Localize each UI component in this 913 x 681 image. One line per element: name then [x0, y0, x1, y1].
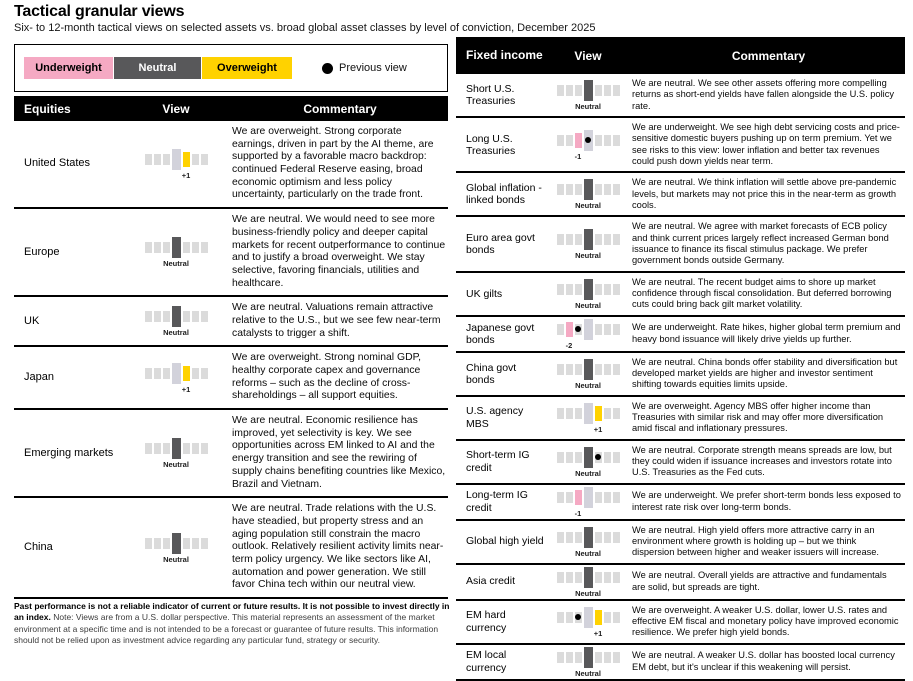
- view-level-label: Neutral: [575, 548, 601, 558]
- commentary-text: We are neutral. We would need to see more business-friendly policy and deeper capital markets for recent outperformance to continue and to justify a broad overweight. We stay selective, favoring financials, utilities and healthcare.: [232, 214, 446, 289]
- conviction-slot: [584, 607, 593, 628]
- conviction-slot: [201, 311, 208, 322]
- conviction-slot: [163, 311, 170, 322]
- conviction-slot: [613, 492, 620, 503]
- legend-previous-view: [322, 62, 407, 74]
- conviction-slot: [604, 284, 611, 295]
- disclaimer-bold-text: Past performance is not a reliable indicator of current or future results. It is not possible to invest directly in an index.: [14, 601, 450, 623]
- conviction-scale: [557, 179, 620, 211]
- conviction-slot: [604, 85, 611, 96]
- conviction-slot: [154, 368, 161, 379]
- asset-name: Global inflation - linked bonds: [466, 182, 542, 207]
- commentary-text: We are neutral. Overall yields are attractive and fundamentals are solid, but spreads are tight.: [632, 570, 887, 592]
- conviction-slot: [575, 234, 582, 245]
- previous-view-dot-icon: [322, 63, 333, 74]
- conviction-slot: [557, 612, 564, 623]
- table-row: [456, 397, 905, 441]
- view-level-label: Neutral: [575, 468, 601, 478]
- conviction-slot: [613, 532, 620, 543]
- commentary-text: We are underweight. We see high debt servicing costs and price-sensitive domestic buyers pushing up on term premium. Yet we see risks to this view: lower inflation and better tax revenues could push down yields near term.: [632, 121, 900, 166]
- view-indicator: [544, 319, 632, 349]
- view-level-label: Neutral: [575, 250, 601, 260]
- fixed-income-rows: [456, 74, 905, 681]
- conviction-slot: [613, 452, 620, 463]
- view-level-label: +1: [593, 628, 603, 638]
- asset-name: EM local currency: [466, 649, 507, 674]
- table-row: [14, 297, 448, 347]
- equities-rows: [14, 121, 448, 599]
- asset-name: Japan: [24, 371, 54, 384]
- conviction-slot: [613, 572, 620, 583]
- conviction-slot: [201, 242, 208, 253]
- table-row: [456, 217, 905, 272]
- conviction-slot: [557, 364, 564, 375]
- conviction-slot: [145, 242, 152, 253]
- table-row: [456, 521, 905, 565]
- conviction-slot: [595, 492, 602, 503]
- commentary-text: We are neutral. A weaker U.S. dollar has boosted local currency EM debt, but it's unclear if this weakening will persist.: [632, 650, 895, 672]
- conviction-slot: [595, 452, 602, 463]
- view-indicator: [120, 533, 232, 563]
- conviction-slot: [584, 527, 593, 548]
- conviction-slot: [192, 538, 199, 549]
- table-row: [456, 353, 905, 397]
- fixed-income-panel: [456, 37, 905, 681]
- previous-view-dot: [575, 326, 581, 332]
- table-row: [456, 317, 905, 353]
- column-header-commentary: Commentary: [303, 101, 377, 116]
- conviction-slot: [604, 408, 611, 419]
- conviction-slot: [604, 324, 611, 335]
- conviction-slot: [183, 366, 190, 381]
- conviction-scale: [145, 306, 208, 338]
- conviction-slot: [201, 368, 208, 379]
- conviction-slot: [172, 363, 181, 384]
- conviction-slot: [172, 533, 181, 554]
- conviction-scale: [557, 130, 620, 161]
- conviction-slot: [145, 368, 152, 379]
- view-level-label: +1: [181, 384, 191, 394]
- table-row: [14, 209, 448, 297]
- conviction-slot: [575, 490, 582, 505]
- view-indicator: [544, 403, 632, 433]
- conviction-slot: [575, 652, 582, 663]
- view-level-label: Neutral: [163, 328, 189, 338]
- conviction-slot: [557, 135, 564, 146]
- disclaimer-footer: [14, 601, 457, 647]
- conviction-slot: [154, 311, 161, 322]
- commentary-text: We are neutral. We think inflation will settle above pre-pandemic levels, but markets may not price this in the near-term as growth cools.: [632, 177, 897, 210]
- asset-name: United States: [24, 157, 91, 170]
- disclaimer-note-text: Note: Views are from a U.S. dollar perspective. This material represents an assessment of the market environment at a specific time and is not intended to be a forecast or guarantee of future results. This information should not be relied upon as investment advice regarding any particular fund, strategy or security.: [14, 612, 439, 646]
- view-level-label: Neutral: [163, 554, 189, 564]
- conviction-slot: [584, 279, 593, 300]
- conviction-slot: [575, 572, 582, 583]
- commentary-text: We are underweight. Rate hikes, higher global term premium and heavy bond issuance will likely drive yields up further.: [632, 322, 901, 344]
- view-indicator: [544, 447, 632, 477]
- conviction-slot: [192, 443, 199, 454]
- conviction-slot: [604, 184, 611, 195]
- conviction-slot: [183, 152, 190, 167]
- commentary-text: We are overweight. Agency MBS offer higher income than Treasuries with similar risk and may offer more diversification amid fiscal and inflationary pressures.: [632, 400, 884, 434]
- view-level-label: -2: [565, 340, 573, 350]
- conviction-slot: [183, 538, 190, 549]
- asset-name: China govt bonds: [466, 361, 517, 386]
- view-indicator: [120, 306, 232, 336]
- conviction-slot: [575, 364, 582, 375]
- view-level-label: +1: [181, 171, 191, 181]
- conviction-slot: [613, 284, 620, 295]
- conviction-slot: [566, 532, 573, 543]
- view-level-label: Neutral: [575, 300, 601, 310]
- conviction-slot: [192, 154, 199, 165]
- view-indicator: [120, 363, 232, 393]
- view-level-label: Neutral: [575, 201, 601, 211]
- conviction-slot: [566, 572, 573, 583]
- conviction-scale: [145, 533, 208, 564]
- conviction-slot: [557, 85, 564, 96]
- conviction-slot: [595, 85, 602, 96]
- view-indicator: [544, 567, 632, 597]
- equities-panel: [14, 44, 448, 599]
- view-level-label: Neutral: [163, 460, 189, 470]
- conviction-slot: [183, 443, 190, 454]
- table-row: [14, 498, 448, 599]
- conviction-slot: [154, 538, 161, 549]
- conviction-slot: [557, 408, 564, 419]
- conviction-slot: [584, 567, 593, 588]
- view-indicator: [120, 237, 232, 267]
- view-indicator: [544, 527, 632, 557]
- conviction-slot: [604, 572, 611, 583]
- conviction-slot: [183, 242, 190, 253]
- table-row: [14, 121, 448, 209]
- conviction-slot: [557, 324, 564, 335]
- conviction-slot: [613, 184, 620, 195]
- conviction-slot: [201, 443, 208, 454]
- conviction-slot: [613, 652, 620, 663]
- column-header-equities: Equities: [24, 101, 71, 116]
- commentary-text: We are neutral. Corporate strength means spreads are low, but they could widen if issuance increases and investors rotate into U.S. Treasuries as the Fed cuts.: [632, 444, 892, 478]
- conviction-slot: [154, 154, 161, 165]
- table-row: [456, 118, 905, 173]
- view-indicator: [544, 229, 632, 259]
- conviction-slot: [604, 364, 611, 375]
- view-level-label: Neutral: [163, 259, 189, 269]
- conviction-slot: [557, 184, 564, 195]
- conviction-scale: [557, 447, 620, 478]
- conviction-slot: [566, 322, 573, 337]
- conviction-slot: [163, 443, 170, 454]
- conviction-slot: [192, 242, 199, 253]
- table-row: [456, 441, 905, 485]
- conviction-slot: [584, 319, 593, 340]
- conviction-slot: [201, 154, 208, 165]
- commentary-text: We are overweight. Strong nominal GDP, healthy corporate capex and governance reforms – such as the decline of cross-shareholdings – all support equities.: [232, 352, 422, 402]
- conviction-slot: [584, 403, 593, 424]
- conviction-slot: [595, 284, 602, 295]
- conviction-slot: [575, 85, 582, 96]
- conviction-slot: [163, 538, 170, 549]
- conviction-slot: [604, 532, 611, 543]
- conviction-slot: [584, 179, 593, 200]
- commentary-text: We are overweight. A weaker U.S. dollar, lower U.S. rates and effective EM fiscal and monetary policy have improved economic resilience. We prefer high yield bonds.: [632, 604, 899, 638]
- conviction-slot: [557, 572, 564, 583]
- conviction-slot: [584, 647, 593, 668]
- conviction-slot: [566, 284, 573, 295]
- conviction-scale: [557, 403, 620, 434]
- conviction-slot: [163, 242, 170, 253]
- conviction-slot: [566, 408, 573, 419]
- fixed-income-table-header: [456, 37, 905, 74]
- conviction-scale: [557, 607, 620, 638]
- conviction-slot: [595, 234, 602, 245]
- conviction-slot: [172, 306, 181, 327]
- conviction-slot: [595, 532, 602, 543]
- view-level-label: -1: [574, 151, 582, 161]
- conviction-slot: [163, 368, 170, 379]
- conviction-slot: [604, 135, 611, 146]
- conviction-slot: [145, 154, 152, 165]
- conviction-scale: [557, 319, 620, 350]
- conviction-slot: [584, 80, 593, 101]
- commentary-text: We are neutral. High yield offers more attractive carry in an environment where growth is holding up – but we think dispersion between higher and weaker issuers will increase.: [632, 524, 880, 558]
- commentary-text: We are neutral. Valuations remain attractive relative to the U.S., but we see few near-term catalysts to trigger a shift.: [232, 302, 441, 339]
- asset-name: Long U.S. Treasuries: [466, 132, 516, 157]
- asset-name: UK: [24, 314, 40, 327]
- view-indicator: [544, 179, 632, 209]
- conviction-slot: [154, 242, 161, 253]
- table-row: [456, 601, 905, 645]
- conviction-slot: [192, 311, 199, 322]
- previous-view-dot: [595, 454, 601, 460]
- page-title: Tactical granular views: [14, 3, 185, 20]
- conviction-slot: [566, 452, 573, 463]
- conviction-slot: [557, 284, 564, 295]
- conviction-slot: [584, 487, 593, 508]
- asset-name: Long-term IG credit: [466, 489, 528, 514]
- table-row: [456, 273, 905, 317]
- previous-view-label: Previous view: [339, 62, 407, 74]
- view-indicator: [120, 149, 232, 179]
- commentary-text: We are neutral. The recent budget aims to shore up market confidence through fiscal consolidation. But deferred borrowing cuts could bring back gilt market volatility.: [632, 276, 892, 310]
- conviction-slot: [183, 311, 190, 322]
- view-level-label: -1: [574, 508, 582, 518]
- conviction-slot: [595, 184, 602, 195]
- conviction-slot: [613, 364, 620, 375]
- table-row: [14, 410, 448, 498]
- column-header-fixed-income: Fixed income: [466, 47, 543, 62]
- conviction-slot: [566, 652, 573, 663]
- conviction-scale: [145, 438, 208, 470]
- conviction-slot: [584, 447, 593, 468]
- conviction-slot: [613, 85, 620, 96]
- conviction-slot: [575, 324, 582, 335]
- view-indicator: [544, 80, 632, 110]
- asset-name: Japanese govt bonds: [466, 321, 535, 346]
- commentary-text: We are neutral. Trade relations with the U.S. have steadied, but property stress and an aging population still constrain the macro outlook. Relatively resilient activity limits near-term policy urgency. We like sectors like AI, automation and power generation. We still favor China tech within our neutral view.: [232, 503, 444, 591]
- view-indicator: [544, 487, 632, 517]
- conviction-slot: [201, 538, 208, 549]
- asset-name: Euro area govt bonds: [466, 231, 535, 256]
- asset-name: Short U.S. Treasuries: [466, 82, 516, 107]
- asset-name: China: [24, 541, 53, 553]
- conviction-slot: [557, 492, 564, 503]
- conviction-slot: [595, 406, 602, 421]
- legend-neutral: Neutral: [114, 57, 201, 79]
- conviction-slot: [172, 438, 181, 459]
- conviction-slot: [566, 612, 573, 623]
- conviction-slot: [595, 364, 602, 375]
- view-level-label: Neutral: [575, 101, 601, 111]
- conviction-slot: [604, 234, 611, 245]
- conviction-slot: [575, 284, 582, 295]
- conviction-slot: [595, 652, 602, 663]
- conviction-slot: [604, 652, 611, 663]
- view-level-label: +1: [593, 424, 603, 434]
- conviction-slot: [566, 492, 573, 503]
- commentary-text: We are neutral. China bonds offer stability and diversification but developed market yields are higher and investor sentiment shifting towards equities limits upside.: [632, 356, 898, 390]
- conviction-slot: [566, 184, 573, 195]
- asset-name: UK gilts: [466, 287, 503, 300]
- conviction-slot: [566, 364, 573, 375]
- conviction-slot: [613, 408, 620, 419]
- commentary-text: We are neutral. Economic resilience has improved, yet selectivity is key. We see opportunities across EM linked to AI and the energy transition and see the rewiring of supply chains benefiting countries like Mexico, Brazil and Vietnam.: [232, 415, 446, 490]
- conviction-scale: [557, 229, 620, 260]
- commentary-text: We are neutral. We agree with market forecasts of ECB policy and think current prices largely reflect increased German bond issuance to finance its fiscal stimulus package. We prefer government bonds outside Germany.: [632, 221, 889, 266]
- conviction-scale: [557, 527, 620, 558]
- view-indicator: [544, 130, 632, 160]
- commentary-text: We are neutral. We see other assets offering more compelling returns as short-end yields have fallen alongside the U.S. policy rate.: [632, 78, 895, 111]
- view-level-label: Neutral: [575, 668, 601, 678]
- conviction-slot: [145, 538, 152, 549]
- table-row: [456, 74, 905, 118]
- conviction-slot: [604, 452, 611, 463]
- conviction-slot: [575, 408, 582, 419]
- conviction-slot: [584, 130, 593, 151]
- conviction-scale: [145, 237, 208, 269]
- conviction-slot: [566, 234, 573, 245]
- column-header-commentary: Commentary: [731, 48, 806, 63]
- conviction-slot: [192, 368, 199, 379]
- conviction-slot: [595, 135, 602, 146]
- conviction-slot: [595, 610, 602, 625]
- conviction-slot: [575, 452, 582, 463]
- legend-underweight: Underweight: [24, 57, 113, 79]
- conviction-slot: [613, 324, 620, 335]
- conviction-slot: [154, 443, 161, 454]
- conviction-slot: [172, 149, 181, 170]
- conviction-slot: [575, 612, 582, 623]
- conviction-scale: [557, 487, 620, 518]
- asset-name: Asia credit: [466, 575, 516, 588]
- table-row: [14, 347, 448, 410]
- previous-view-dot: [585, 137, 591, 143]
- conviction-scale: [145, 363, 208, 394]
- commentary-text: We are overweight. Strong corporate earnings, driven in part by the AI theme, are supported by a favorable macro backdrop: continued Federal Reserve easing, broad economic optimism and less policy uncertainty, particularly on the trade front.: [232, 126, 434, 201]
- conviction-slot: [557, 532, 564, 543]
- conviction-legend: [14, 44, 448, 92]
- view-indicator: [544, 607, 632, 637]
- table-row: [456, 485, 905, 521]
- conviction-slot: [575, 133, 582, 148]
- conviction-slot: [613, 135, 620, 146]
- table-row: [456, 645, 905, 681]
- conviction-slot: [145, 443, 152, 454]
- previous-view-dot: [575, 614, 581, 620]
- view-level-label: Neutral: [575, 588, 601, 598]
- view-level-label: Neutral: [575, 380, 601, 390]
- view-indicator: [120, 438, 232, 468]
- conviction-slot: [575, 184, 582, 195]
- commentary-text: We are underweight. We prefer short-term bonds less exposed to interest rate risk over long-term bonds.: [632, 490, 901, 512]
- conviction-slot: [163, 154, 170, 165]
- conviction-slot: [613, 612, 620, 623]
- page-subtitle: Six- to 12-month tactical views on selected assets vs. broad global asset classes by level of conviction, December 2025: [14, 22, 596, 34]
- conviction-scale: [557, 567, 620, 598]
- asset-name: Global high yield: [466, 535, 544, 548]
- conviction-scale: [557, 279, 620, 310]
- conviction-slot: [604, 612, 611, 623]
- conviction-slot: [566, 135, 573, 146]
- asset-name: Emerging markets: [24, 446, 114, 459]
- conviction-slot: [595, 324, 602, 335]
- conviction-slot: [584, 359, 593, 380]
- conviction-slot: [557, 652, 564, 663]
- conviction-slot: [172, 237, 181, 258]
- legend-overweight: Overweight: [202, 57, 292, 79]
- column-header-view: View: [162, 101, 190, 116]
- asset-name: U.S. agency MBS: [466, 405, 524, 430]
- conviction-slot: [613, 234, 620, 245]
- conviction-slot: [557, 452, 564, 463]
- asset-name: Europe: [24, 245, 60, 258]
- conviction-slot: [557, 234, 564, 245]
- conviction-slot: [575, 532, 582, 543]
- conviction-scale: [145, 149, 208, 181]
- view-indicator: [544, 279, 632, 309]
- conviction-slot: [584, 229, 593, 250]
- column-header-view: View: [574, 48, 602, 63]
- conviction-scale: [557, 80, 620, 111]
- conviction-slot: [595, 572, 602, 583]
- table-row: [456, 565, 905, 601]
- table-row: [456, 173, 905, 217]
- conviction-slot: [145, 311, 152, 322]
- conviction-scale: [557, 359, 620, 390]
- asset-name: Short-term IG credit: [466, 449, 530, 474]
- equities-table-header: [14, 96, 448, 121]
- conviction-slot: [604, 492, 611, 503]
- view-indicator: [544, 359, 632, 389]
- conviction-scale: [557, 647, 620, 678]
- conviction-slot: [566, 85, 573, 96]
- asset-name: EM hard currency: [466, 609, 507, 634]
